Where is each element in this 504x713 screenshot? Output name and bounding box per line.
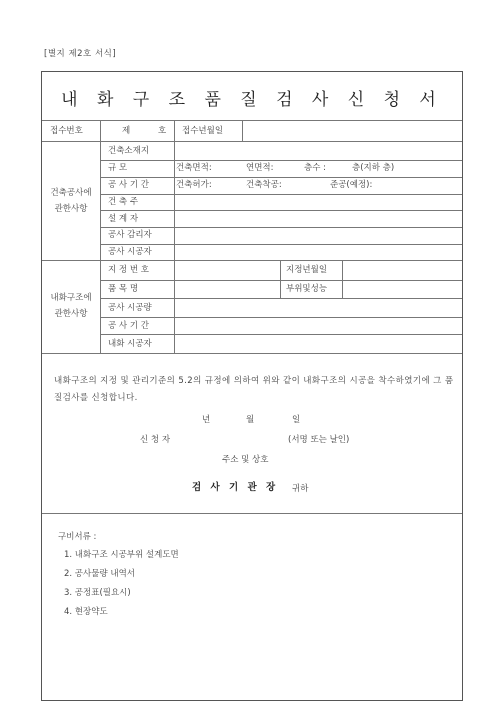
date-month: 월 — [246, 415, 255, 425]
part-performance-label: 부위및성능 — [286, 284, 328, 294]
address-label: 주소 및 상호 — [222, 455, 269, 465]
row-divider — [100, 298, 462, 299]
owner-label: 건 축 주 — [108, 197, 139, 207]
addressee-suffix: 귀하 — [292, 484, 309, 494]
row-divider — [100, 317, 462, 318]
construction-period-label: 공 사 기 간 — [108, 180, 149, 190]
title-divider — [42, 120, 462, 121]
fireproof-group-label — [42, 290, 100, 322]
stories-unit: 층(지하 층) — [352, 163, 395, 173]
label-column-divider — [100, 120, 101, 353]
row-divider — [100, 210, 462, 211]
attachments-heading: 구비서류 : — [58, 532, 97, 542]
construction-group-label-line: 관한사항 — [54, 204, 88, 214]
row-divider — [100, 280, 462, 281]
row-divider — [100, 227, 462, 228]
construction-group-label-line: 건축공사에 — [50, 188, 92, 198]
right-label-divider — [280, 260, 281, 298]
designer-label: 설 계 자 — [108, 214, 139, 224]
designation-date-label: 지정년월일 — [286, 265, 328, 275]
row-divider — [100, 244, 462, 245]
row-divider — [100, 160, 462, 161]
construction-quantity-label: 공사 시공량 — [108, 303, 152, 313]
attachment-item: 1. 내화구조 시공부위 설계도면 — [64, 550, 179, 560]
permit-label: 건축허가: — [176, 180, 212, 190]
supervisor-label: 공사 감리자 — [108, 230, 152, 240]
fireproof-group-label-line: 관한사항 — [54, 309, 88, 319]
attachment-item: 4. 현장약도 — [64, 607, 108, 617]
form-number: [별지 제2호 서식] — [44, 49, 117, 59]
group-divider — [42, 260, 462, 261]
attachments-divider — [42, 513, 462, 514]
receipt-number-label: 접수번호 — [50, 126, 83, 136]
form-title: 내 화 구 조 품 질 검 사 신 청 서 — [61, 90, 443, 110]
right-value-divider — [342, 260, 343, 298]
attachment-item: 2. 공사물량 내역서 — [64, 569, 135, 579]
row-divider — [100, 334, 462, 335]
completion-label: 준공(예정): — [330, 180, 373, 190]
date-year: 년 — [202, 415, 211, 425]
construction-location-label: 건축소재지 — [108, 146, 150, 156]
receipt-date-label: 접수년월일 — [182, 126, 224, 136]
fireproof-contractor-label: 내화 시공자 — [108, 339, 152, 349]
receipt-je: 제 — [122, 126, 131, 136]
date-day: 일 — [292, 415, 301, 425]
stories-label: 층수 : — [304, 163, 326, 173]
row-divider — [100, 194, 462, 195]
value-column-divider — [174, 120, 175, 353]
scale-label: 규 모 — [108, 163, 128, 173]
designation-number-label: 지 정 번 호 — [108, 265, 149, 275]
statement-divider — [42, 353, 462, 354]
receipt-date-divider — [242, 120, 243, 141]
item-name-label: 품 목 명 — [108, 284, 139, 294]
contractor-label: 공사 시공자 — [108, 247, 152, 257]
floor-area-label: 연면적: — [246, 163, 274, 173]
applicant-signature: (서명 또는 날인) — [288, 435, 350, 445]
receipt-divider — [42, 141, 462, 142]
application-form — [41, 71, 463, 701]
receipt-ho: 호 — [158, 126, 167, 136]
applicant-label: 신 청 자 — [140, 435, 171, 445]
construction-group-label — [42, 185, 100, 217]
row-divider — [100, 177, 462, 178]
fireproof-group-label-line: 내화구조에 — [50, 293, 92, 303]
application-statement: 내화구조의 지정 및 관리기준의 5.2의 규정에 의하여 위와 같이 내화구조의 시공을 착수하였기에 그 품질검사를 신청합니다. — [54, 376, 454, 403]
building-area-label: 건축면적: — [176, 163, 212, 173]
start-label: 건축착공: — [246, 180, 282, 190]
addressee-org: 검 사 기 관 장 — [192, 482, 279, 493]
attachment-item: 3. 공정표(필요시) — [64, 588, 131, 598]
fireproof-period-label: 공 사 기 간 — [108, 321, 149, 331]
